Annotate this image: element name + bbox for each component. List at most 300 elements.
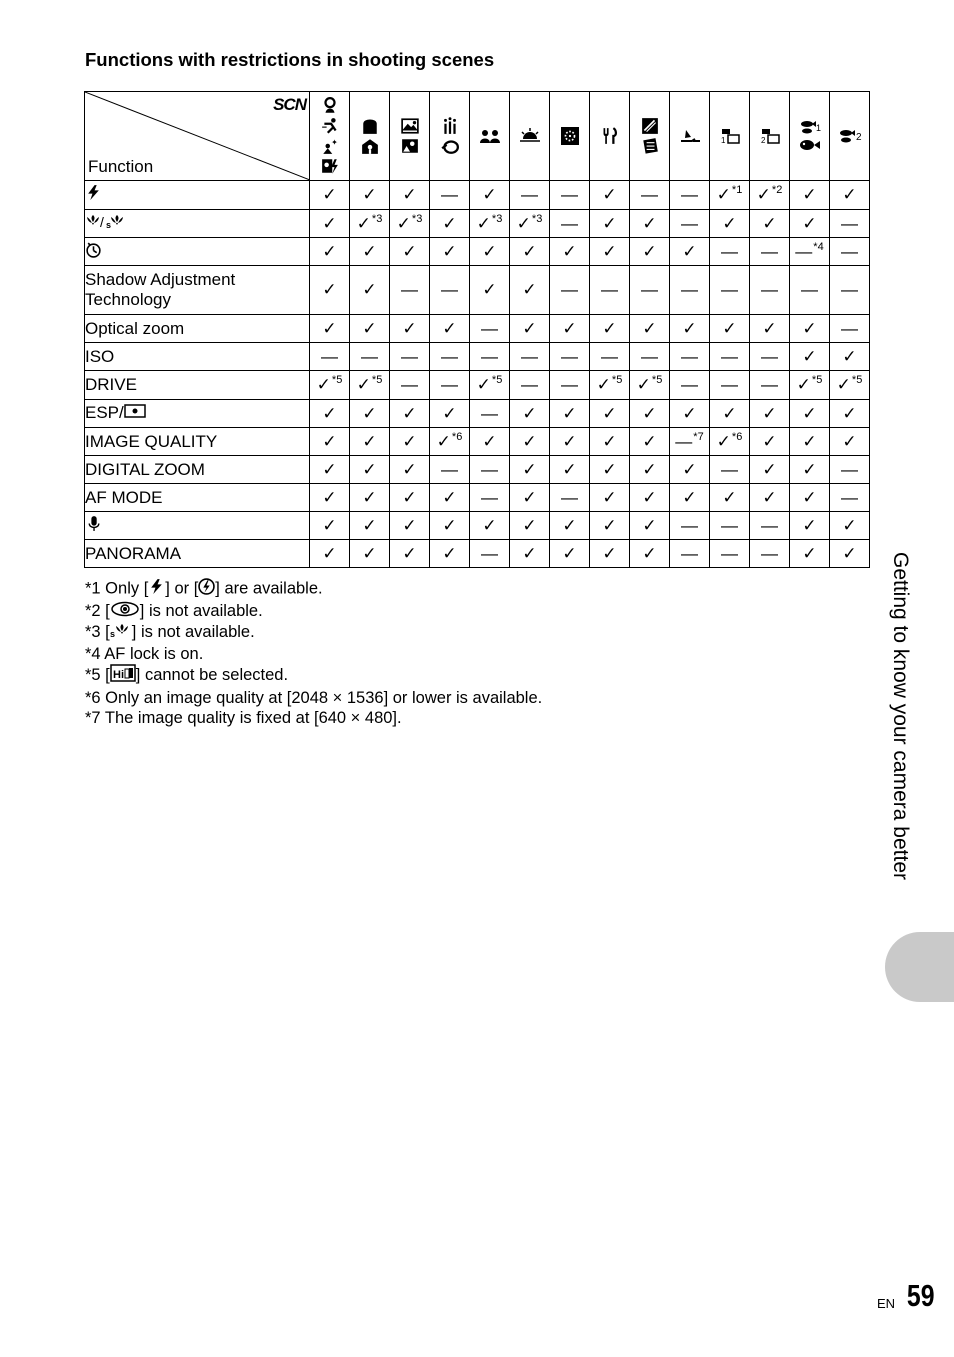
cell-value: [550, 371, 590, 400]
scene-mode-header: [630, 92, 670, 181]
table-row: [85, 181, 870, 210]
self-timer-icon: [85, 241, 102, 263]
cell-value: [750, 484, 790, 512]
cell-value: [310, 428, 350, 456]
table-row: [85, 484, 870, 512]
table-row: [85, 512, 870, 540]
footnote-ref: *2: [771, 184, 783, 196]
check-mark: ✓: [802, 213, 817, 233]
cell-value: [430, 456, 470, 484]
cell-value: [310, 484, 350, 512]
dash-mark: —: [721, 375, 738, 394]
check-mark: ✓: [602, 515, 617, 535]
cell-value: [470, 400, 510, 428]
cell-value: [750, 456, 790, 484]
cell-value: [550, 400, 590, 428]
footnote-text: ] or [: [165, 579, 199, 598]
cell-value: [750, 181, 790, 210]
cell-value: [750, 400, 790, 428]
function-label: Optical zoom: [85, 318, 185, 338]
check-mark: ✓: [762, 403, 777, 423]
cell-value: [710, 456, 750, 484]
check-mark: ✓: [396, 213, 411, 233]
cell-value: [790, 343, 830, 371]
cell-value: [550, 343, 590, 371]
footnote-line: [85, 644, 542, 665]
check-mark: ✓: [642, 487, 657, 507]
dash-mark: —: [401, 375, 418, 394]
cell-value: [830, 512, 870, 540]
check-mark: ✓: [562, 431, 577, 451]
check-mark: ✓: [522, 318, 537, 338]
svg-text:Hi: Hi: [112, 669, 124, 681]
cell-value: [550, 540, 590, 568]
footnote-text: *2 [: [85, 601, 110, 620]
function-name: [85, 210, 310, 238]
cell-value: [790, 540, 830, 568]
documents-icon: [630, 117, 669, 135]
check-mark: ✓: [482, 431, 497, 451]
scene-mode-header: [470, 92, 510, 181]
check-mark: ✓: [522, 403, 537, 423]
cell-value: [470, 343, 510, 371]
cell-value: [830, 484, 870, 512]
check-mark: ✓: [522, 487, 537, 507]
footnote-line: [85, 601, 542, 623]
landscape-icon: [390, 117, 429, 135]
table-corner: [85, 92, 310, 181]
check-mark: ✓: [802, 431, 817, 451]
dash-mark: —: [561, 346, 578, 366]
cell-value: [750, 371, 790, 400]
dash-mark: —: [441, 346, 458, 366]
svg-text:/: /: [100, 214, 104, 229]
footnote-text: *4 AF lock is on.: [85, 644, 204, 663]
cell-value: [830, 456, 870, 484]
check-mark: ✓: [682, 403, 697, 423]
cell-value: [350, 266, 390, 315]
dash-mark: —: [481, 543, 498, 563]
svg-text:1: 1: [815, 123, 821, 133]
function-label: PANORAMA: [85, 543, 182, 563]
cell-value: [590, 456, 630, 484]
footnote-ref: *5: [651, 374, 663, 386]
cell-value: [750, 540, 790, 568]
cell-value: [830, 181, 870, 210]
footnote-ref: *6: [731, 430, 743, 443]
cell-value: [470, 456, 510, 484]
macro-icon: [85, 213, 125, 234]
cell-value: [430, 512, 470, 540]
dash-mark: —: [681, 515, 698, 535]
shoot-select-2-icon: [750, 128, 789, 144]
dash-mark: —: [721, 459, 738, 479]
check-mark: ✓: [482, 241, 497, 261]
check-mark: ✓: [602, 431, 617, 451]
check-mark: ✓: [642, 543, 657, 563]
footnote-text: ] is not available.: [131, 623, 255, 642]
footnotes: [85, 578, 542, 729]
function-label: DIGITAL ZOOM: [85, 459, 205, 479]
cell-value: [670, 315, 710, 343]
chapter-tab: [885, 932, 954, 1002]
sport-icon: [310, 117, 349, 135]
dash-mark: —: [841, 318, 858, 338]
dash-mark: —: [721, 280, 738, 299]
cell-value: [830, 238, 870, 266]
scene-mode-header: [390, 92, 430, 181]
dash-mark: —: [561, 213, 578, 233]
check-mark: ✓: [442, 403, 457, 423]
svg-text:s: s: [109, 629, 115, 638]
dash-mark: —: [601, 280, 618, 299]
check-mark: ✓: [522, 459, 537, 479]
check-mark: ✓: [636, 375, 651, 394]
cell-value: [350, 210, 390, 238]
table-row: [85, 315, 870, 343]
header-row: [85, 92, 870, 181]
check-mark: ✓: [362, 459, 377, 479]
function-name: [85, 266, 310, 315]
check-mark: ✓: [596, 375, 611, 394]
cell-value: [430, 343, 470, 371]
check-mark: ✓: [562, 241, 577, 261]
page-language: EN: [877, 1296, 896, 1311]
check-mark: ✓: [362, 515, 377, 535]
cell-value: [670, 371, 710, 400]
check-mark: ✓: [442, 487, 457, 507]
check-mark: ✓: [562, 318, 577, 338]
cell-value: [630, 238, 670, 266]
check-mark: ✓: [476, 213, 491, 233]
cell-value: [710, 484, 750, 512]
cell-value: [590, 540, 630, 568]
footnote-ref: *1: [731, 184, 743, 196]
check-mark: ✓: [802, 459, 817, 479]
footnote-line: [85, 708, 542, 729]
dash-mark: —: [481, 346, 498, 366]
check-mark: ✓: [722, 487, 737, 507]
scene-mode-header: [430, 92, 470, 181]
cell-value: [630, 266, 670, 315]
cell-value: [630, 540, 670, 568]
check-mark: ✓: [682, 318, 697, 338]
cell-value: [670, 400, 710, 428]
cell-value: [590, 371, 630, 400]
cell-value: [590, 238, 630, 266]
scene-mode-header: [590, 92, 630, 181]
check-mark: ✓: [522, 543, 537, 563]
cell-value: [750, 238, 790, 266]
cell-value: [310, 238, 350, 266]
check-mark: ✓: [362, 487, 377, 507]
flash-icon: [85, 184, 102, 206]
svg-text:✦: ✦: [330, 137, 338, 147]
dash-mark: —: [481, 459, 498, 479]
cell-value: [830, 315, 870, 343]
cell-value: [390, 512, 430, 540]
cell-value: [350, 456, 390, 484]
footnote-line: [85, 622, 542, 644]
scene-mode-header: [710, 92, 750, 181]
high-speed-sequential-icon: [110, 664, 136, 688]
behind-glass-icon: [470, 128, 509, 144]
function-name: [85, 343, 310, 371]
check-mark: ✓: [322, 431, 337, 451]
cell-value: [710, 540, 750, 568]
svg-text:1: 1: [720, 136, 725, 144]
scene-mode-header: [350, 92, 390, 181]
cell-value: [350, 484, 390, 512]
dash-mark: —: [521, 185, 538, 204]
function-label: Function: [88, 157, 154, 176]
check-mark: ✓: [362, 318, 377, 338]
check-mark: ✓: [322, 318, 337, 338]
cell-value: [430, 210, 470, 238]
cell-value: [790, 484, 830, 512]
cell-value: [550, 456, 590, 484]
dash-mark: —: [681, 543, 698, 563]
check-mark: ✓: [802, 346, 817, 366]
indoor-icon: [350, 117, 389, 135]
cell-value: [470, 238, 510, 266]
cell-value: [670, 210, 710, 238]
check-mark: ✓: [522, 241, 537, 261]
cell-value: [470, 210, 510, 238]
cell-value: [590, 315, 630, 343]
cell-value: [350, 371, 390, 400]
check-mark: ✓: [762, 459, 777, 479]
check-mark: ✓: [442, 213, 457, 233]
table-row: [85, 400, 870, 428]
cell-value: [510, 238, 550, 266]
svg-text:s: s: [106, 220, 112, 229]
cell-value: [510, 428, 550, 456]
check-mark: ✓: [602, 213, 617, 233]
dash-mark: —: [561, 280, 578, 299]
check-mark: ✓: [362, 543, 377, 563]
check-mark: ✓: [356, 213, 371, 233]
check-mark: ✓: [362, 241, 377, 261]
cell-value: [710, 400, 750, 428]
check-mark: ✓: [402, 487, 417, 507]
check-mark: ✓: [442, 543, 457, 563]
check-mark: ✓: [602, 487, 617, 507]
check-mark: ✓: [402, 543, 417, 563]
cell-value: [750, 343, 790, 371]
cell-value: [590, 210, 630, 238]
cell-value: [310, 371, 350, 400]
cell-value: [670, 484, 710, 512]
cell-value: [310, 540, 350, 568]
cell-value: [390, 484, 430, 512]
cell-value: [550, 181, 590, 210]
underwater-snapshot-2-icon: [830, 128, 869, 144]
check-mark: ✓: [322, 213, 337, 233]
dash-mark: —: [681, 375, 698, 394]
dash-mark: —: [841, 487, 858, 507]
check-mark: ✓: [362, 431, 377, 451]
cell-value: [470, 428, 510, 456]
dash-mark: —: [401, 280, 418, 299]
cell-value: [390, 238, 430, 266]
footnote-ref: *5: [331, 374, 343, 386]
check-mark: ✓: [562, 403, 577, 423]
function-label: IMAGE QUALITY: [85, 431, 218, 451]
check-mark: ✓: [842, 346, 857, 366]
footnote-ref: *5: [811, 374, 823, 386]
cell-value: [510, 371, 550, 400]
cuisine-icon: [430, 137, 469, 155]
dash-mark: —: [641, 346, 658, 366]
cell-value: [350, 540, 390, 568]
check-mark: ✓: [602, 185, 617, 204]
footnote-text: *6 Only an image quality at [2048 × 1536] or lower is available.: [85, 688, 543, 707]
check-mark: ✓: [562, 515, 577, 535]
check-mark: ✓: [642, 241, 657, 261]
cell-value: [430, 540, 470, 568]
cell-value: [390, 428, 430, 456]
spot-metering-icon: [124, 403, 146, 424]
dash-mark: —: [681, 346, 698, 366]
check-mark: ✓: [442, 318, 457, 338]
footnote-text: *3 [: [85, 623, 110, 642]
candle-icon: [350, 137, 389, 155]
cell-value: [710, 210, 750, 238]
cell-value: [350, 238, 390, 266]
cell-value: [670, 540, 710, 568]
page-number: 59: [906, 1278, 934, 1313]
cell-value: [790, 512, 830, 540]
check-mark: ✓: [802, 318, 817, 338]
function-label: AF MODE: [85, 487, 163, 507]
cell-value: [390, 181, 430, 210]
dash-mark: —: [561, 487, 578, 507]
cell-value: [830, 400, 870, 428]
function-name: [85, 512, 310, 540]
footnote-ref: *7: [693, 430, 704, 443]
svg-text:2: 2: [855, 132, 862, 143]
cell-value: [430, 400, 470, 428]
fireworks-icon: [550, 127, 589, 145]
dash-mark: —: [681, 213, 698, 233]
check-mark: ✓: [642, 318, 657, 338]
cell-value: [790, 315, 830, 343]
table-row: [85, 210, 870, 238]
check-mark: ✓: [642, 431, 657, 451]
dash-mark: —: [601, 346, 618, 366]
cell-value: [470, 181, 510, 210]
cell-value: [710, 343, 750, 371]
dash-mark: —: [795, 241, 813, 261]
check-mark: ✓: [482, 515, 497, 535]
scene-mode-header: [750, 92, 790, 181]
check-mark: ✓: [642, 515, 657, 535]
cell-value: [670, 428, 710, 456]
function-name: [85, 456, 310, 484]
cell-value: [710, 315, 750, 343]
underwater-macro-icon: [790, 137, 829, 153]
table-row: [85, 238, 870, 266]
check-mark: ✓: [802, 543, 817, 563]
check-mark: ✓: [522, 280, 537, 299]
check-mark: ✓: [682, 487, 697, 507]
cell-value: [510, 512, 550, 540]
dash-mark: —: [841, 459, 858, 479]
check-mark: ✓: [642, 213, 657, 233]
footnote-ref: *5: [851, 374, 863, 386]
cell-value: [790, 428, 830, 456]
cell-value: [510, 400, 550, 428]
dash-mark: —: [441, 459, 458, 479]
dash-mark: —: [761, 543, 778, 563]
cell-value: [390, 315, 430, 343]
scene-mode-header: [790, 92, 830, 181]
scene-mode-header: [830, 92, 870, 181]
check-mark: ✓: [322, 543, 337, 563]
dash-mark: —: [321, 346, 338, 366]
cell-value: [470, 512, 510, 540]
cell-value: [390, 266, 430, 315]
function-name: [85, 315, 310, 343]
cell-value: [310, 343, 350, 371]
cell-value: [630, 371, 670, 400]
function-label: ISO: [85, 346, 115, 366]
check-mark: ✓: [762, 431, 777, 451]
check-mark: ✓: [716, 431, 731, 451]
cuisine-fork-icon: [590, 127, 629, 145]
fill-flash-icon: [198, 578, 215, 601]
dash-mark: —: [761, 375, 778, 394]
cell-value: [510, 266, 550, 315]
dash-mark: —: [721, 346, 738, 366]
cell-value: [390, 210, 430, 238]
function-name: [85, 540, 310, 568]
cell-value: [630, 400, 670, 428]
cell-value: [830, 540, 870, 568]
cell-value: [510, 181, 550, 210]
check-mark: ✓: [322, 487, 337, 507]
cell-value: [630, 181, 670, 210]
self-portrait-icon: [310, 157, 349, 175]
function-name: [85, 181, 310, 210]
cell-value: [470, 266, 510, 315]
landscape-portrait-icon: [390, 137, 429, 155]
check-mark: ✓: [562, 543, 577, 563]
dash-mark: —: [681, 185, 698, 204]
cell-value: [790, 210, 830, 238]
check-mark: ✓: [836, 375, 851, 394]
check-mark: ✓: [722, 213, 737, 233]
cell-value: [310, 315, 350, 343]
cell-value: [710, 512, 750, 540]
dash-mark: —: [641, 280, 658, 299]
cell-value: [670, 456, 710, 484]
check-mark: ✓: [602, 543, 617, 563]
function-name: [85, 371, 310, 400]
night-portrait-icon: [310, 137, 349, 155]
check-mark: ✓: [402, 403, 417, 423]
cell-value: [630, 315, 670, 343]
cell-value: [310, 456, 350, 484]
check-mark: ✓: [516, 213, 531, 233]
check-mark: ✓: [642, 403, 657, 423]
dash-mark: —: [721, 515, 738, 535]
dash-mark: —: [401, 346, 418, 366]
candle-light-icon: [430, 117, 469, 135]
cell-value: [430, 238, 470, 266]
table-row: [85, 266, 870, 315]
